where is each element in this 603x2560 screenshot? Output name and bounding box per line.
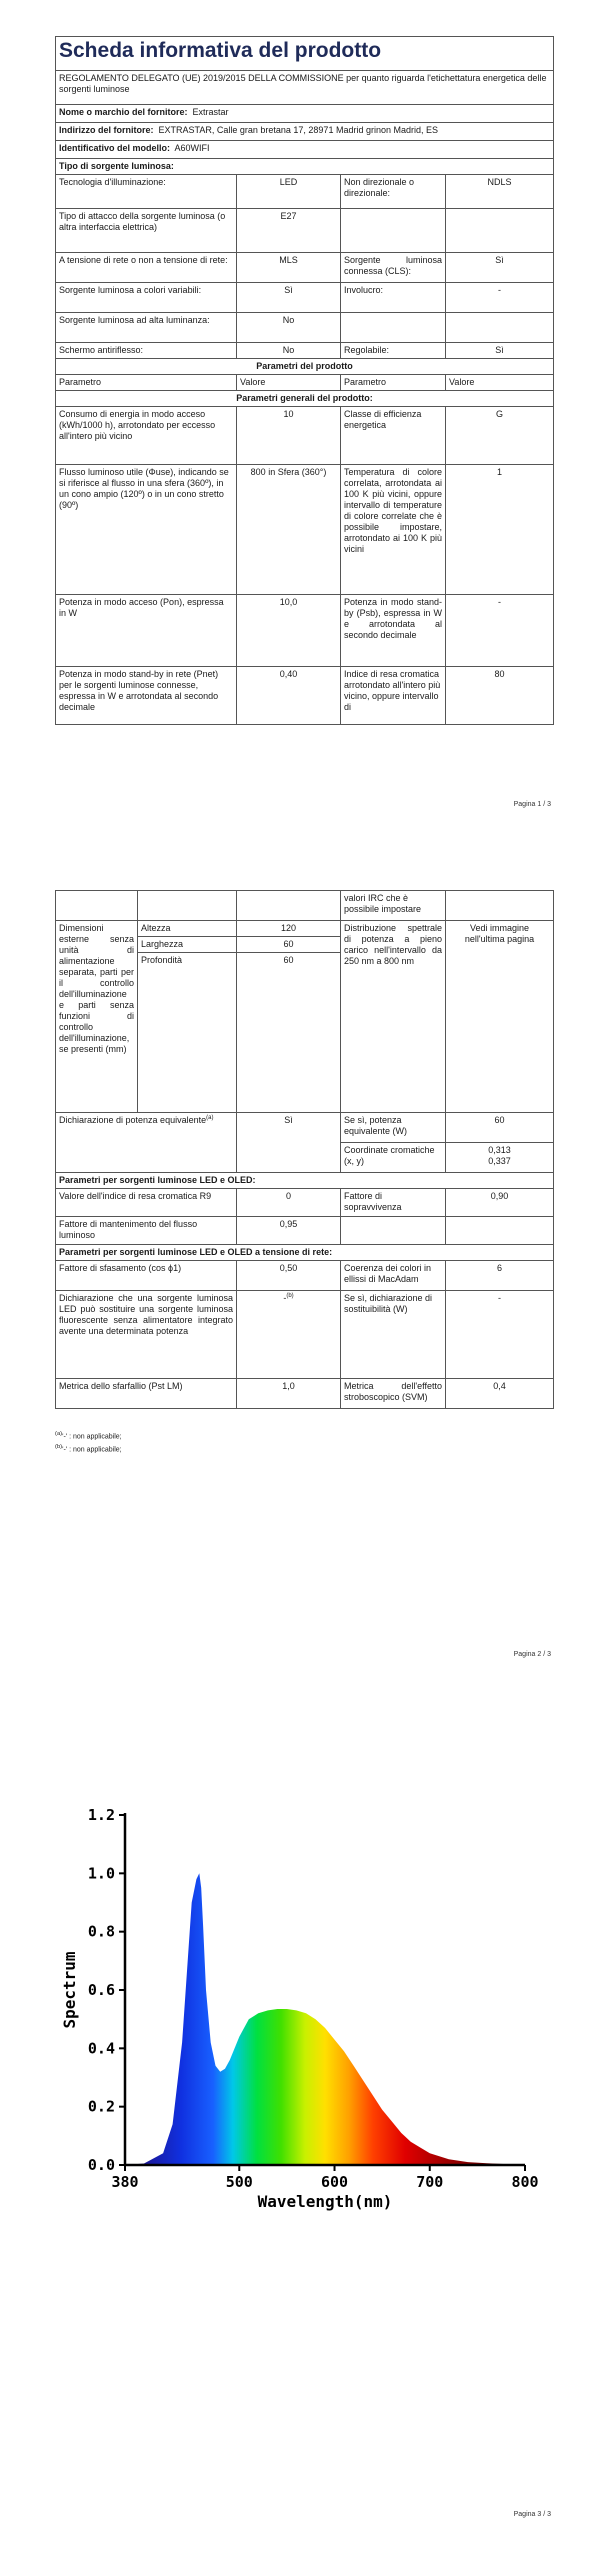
column-header-value: Valore bbox=[237, 375, 341, 391]
footnote-b-mark: (b) bbox=[55, 1443, 63, 1450]
chromaticity-label: Coordinate cromatiche (x, y) bbox=[341, 1142, 446, 1172]
spectrum-chart-svg bbox=[55, 1785, 545, 2215]
equivalent-power-label: Dichiarazione di potenza equivalente bbox=[59, 1114, 207, 1125]
equivalent-power-value: Sì bbox=[237, 1112, 341, 1172]
replacement-claim-label: Dichiarazione che una sorgente luminosa LED può sostituire una sorgente luminosa fluorescente senza alimentatore integrato avente una determinata potenza bbox=[56, 1290, 237, 1378]
page-number-2: Pagina 2 / 3 bbox=[513, 1651, 551, 1658]
envelope-label: Involucro: bbox=[341, 283, 446, 313]
lumen-maintenance-value: 0,95 bbox=[237, 1216, 341, 1244]
dimensions-label: Dimensioni esterne senza unità di alimentazione separata, parti per il controllo dell'illuminazione e parti senza funzioni di controllo dell'illuminazione, se presenti (mm) bbox=[56, 921, 138, 1113]
standby-power-label: Potenza in modo stand-by (Psb), espressa in W e arrotondata al secondo decimale bbox=[341, 595, 446, 667]
y-tick-label: 0.8 bbox=[87, 1922, 115, 1941]
anti-glare-value: No bbox=[237, 343, 341, 359]
product-info-table-part-2 bbox=[55, 890, 554, 1409]
chromaticity-y: 0,337 bbox=[488, 1155, 511, 1166]
high-luminance-value: No bbox=[237, 313, 341, 343]
spectrum-chart bbox=[55, 1785, 545, 2220]
non-directional-label: Non direzionale o direzionale: bbox=[341, 175, 446, 209]
equivalent-watt-value: 60 bbox=[446, 1112, 554, 1142]
y-tick-label: 0.0 bbox=[87, 2156, 115, 2174]
cls-label: Sorgente luminosa connessa (CLS): bbox=[341, 253, 446, 283]
product-info-table-part-1 bbox=[55, 36, 554, 725]
replacement-watt-label: Se sì, dichiarazione di sostituibilità (W) bbox=[341, 1290, 446, 1378]
y-tick-label: 1.2 bbox=[87, 1806, 115, 1824]
on-mode-power-value: 10,0 bbox=[237, 595, 341, 667]
y-tick-label: 0.6 bbox=[87, 1981, 115, 1999]
energy-consumption-value: 10 bbox=[237, 407, 341, 465]
y-tick-label: 0.4 bbox=[87, 2039, 115, 2058]
height-value: 120 bbox=[237, 921, 341, 937]
x-axis-label: Wavelength(nm) bbox=[257, 2192, 393, 2211]
energy-class-label: Classe di efficienza energetica bbox=[341, 407, 446, 465]
supplier-address-value: EXTRASTAR, Calle gran bretana 17, 28971 Madrid grinon Madrid, ES bbox=[158, 125, 438, 135]
y-tick-label: 1.0 bbox=[87, 1864, 115, 1883]
supplier-name-label: Nome o marchio del fornitore: bbox=[59, 107, 188, 117]
cri-value: 80 bbox=[446, 667, 554, 725]
standby-power-value: - bbox=[446, 595, 554, 667]
spectral-distribution-value: Vedi immagine nell'ultima pagina bbox=[446, 921, 554, 1113]
general-parameters-header: Parametri generali del prodotto: bbox=[56, 391, 554, 407]
model-id-row bbox=[56, 141, 554, 159]
led-parameters-header: Parametri per sorgenti luminose LED e OLED: bbox=[56, 1172, 554, 1188]
equivalent-power-footnote-mark: (a) bbox=[206, 1114, 214, 1121]
r9-label: Valore dell'indice di resa cromatica R9 bbox=[56, 1188, 237, 1216]
flicker-metric-label: Metrica dello sfarfallio (Pst LM) bbox=[56, 1378, 237, 1408]
networked-standby-label: Potenza in modo stand-by in rete (Pnet) per le sorgenti luminose connesse, espressa in W e arrotondata al secondo decimale bbox=[56, 667, 237, 725]
anti-glare-label: Schermo antiriflesso: bbox=[56, 343, 237, 359]
x-tick-label: 800 bbox=[511, 2173, 539, 2191]
displacement-factor-label: Fattore di sfasamento (cos ϕ1) bbox=[56, 1260, 237, 1290]
cri-label-part-2: valori IRC che è possibile impostare bbox=[341, 891, 446, 921]
x-tick-label: 500 bbox=[225, 2173, 253, 2191]
mains-led-parameters-header: Parametri per sorgenti luminose LED e OLED a tensione di rete: bbox=[56, 1244, 554, 1260]
envelope-value: - bbox=[446, 283, 554, 313]
replacement-claim-value: - bbox=[283, 1292, 287, 1303]
cap-type-value: E27 bbox=[237, 209, 341, 253]
y-axis-label: Spectrum bbox=[60, 1951, 79, 2029]
chromaticity-x: 0,313 bbox=[488, 1144, 511, 1155]
mains-label: A tensione di rete o non a tensione di rete: bbox=[56, 253, 237, 283]
footnote-a-mark: (a) bbox=[55, 1431, 63, 1437]
cct-value: 1 bbox=[446, 465, 554, 595]
displacement-factor-value: 0,50 bbox=[237, 1260, 341, 1290]
supplier-address-label: Indirizzo del fornitore: bbox=[59, 125, 154, 135]
x-tick-label: 380 bbox=[111, 2173, 139, 2191]
survival-factor-value: 0,90 bbox=[446, 1188, 554, 1216]
supplier-address-row bbox=[56, 123, 554, 141]
column-header-parameter-2: Parametro bbox=[341, 375, 446, 391]
model-id-value: A60WIFI bbox=[174, 143, 210, 153]
non-directional-value: NDLS bbox=[446, 175, 554, 209]
column-header-value-2: Valore bbox=[446, 375, 554, 391]
supplier-name-row bbox=[56, 105, 554, 123]
footnotes bbox=[55, 1430, 122, 1456]
equivalent-power-label-cell bbox=[56, 1112, 237, 1172]
chromaticity-value bbox=[446, 1142, 554, 1172]
footnote-b-text: '-' : non applicabile; bbox=[62, 1446, 122, 1454]
technology-label: Tecnologia d'illuminazione: bbox=[56, 175, 237, 209]
page-3 bbox=[0, 1700, 603, 2560]
macadam-label: Coerenza dei colori in ellissi di MacAdam bbox=[341, 1260, 446, 1290]
technology-value: LED bbox=[237, 175, 341, 209]
x-tick-label: 600 bbox=[320, 2173, 349, 2191]
colour-tunable-value: Sì bbox=[237, 283, 341, 313]
column-header-parameter: Parametro bbox=[56, 375, 237, 391]
networked-standby-value: 0,40 bbox=[237, 667, 341, 725]
luminous-flux-label: Flusso luminoso utile (Φuse), indicando se si riferisce al flusso in una sfera (360º), in un cono ampio (120º) o in un cono stretto (90º) bbox=[56, 465, 237, 595]
regulation-text: REGOLAMENTO DELEGATO (UE) 2019/2015 DELLA COMMISSIONE per quanto riguarda l'etichettatura energetica delle sorgenti luminose bbox=[56, 71, 554, 105]
stroboscopic-metric-label: Metrica dell'effetto stroboscopico (SVM) bbox=[341, 1378, 446, 1408]
on-mode-power-label: Potenza in modo acceso (Pon), espressa in W bbox=[56, 595, 237, 667]
luminous-flux-value: 800 in Sfera (360°) bbox=[237, 465, 341, 595]
light-source-type-header: Tipo di sorgente luminosa: bbox=[56, 159, 554, 175]
colour-tunable-label: Sorgente luminosa a colori variabili: bbox=[56, 283, 237, 313]
cri-label-part-1: Indice di resa cromatica arrotondato all'intero più vicino, oppure intervallo di bbox=[341, 667, 446, 725]
supplier-name-value: Extrastar bbox=[192, 107, 229, 117]
energy-class-value: G bbox=[446, 407, 554, 465]
depth-label: Profondità bbox=[138, 952, 237, 1112]
depth-value: 60 bbox=[237, 952, 341, 1112]
r9-value: 0 bbox=[237, 1188, 341, 1216]
energy-consumption-label: Consumo di energia in modo acceso (kWh/1000 h), arrotondato per eccesso all'intero più vicino bbox=[56, 407, 237, 465]
survival-factor-label: Fattore di sopravvivenza bbox=[341, 1188, 446, 1216]
page-number-1: Pagina 1 / 3 bbox=[513, 801, 551, 808]
y-tick-label: 0.2 bbox=[87, 2097, 115, 2116]
page-2 bbox=[0, 850, 603, 1700]
width-label: Larghezza bbox=[138, 936, 237, 952]
dimmable-value: Sì bbox=[446, 343, 554, 359]
high-luminance-label: Sorgente luminosa ad alta luminanza: bbox=[56, 313, 237, 343]
flicker-metric-value: 1,0 bbox=[237, 1378, 341, 1408]
height-label: Altezza bbox=[138, 921, 237, 937]
footnote-a bbox=[55, 1430, 122, 1443]
stroboscopic-metric-value: 0,4 bbox=[446, 1378, 554, 1408]
cap-type-label: Tipo di attacco della sorgente luminosa (o altra interfaccia elettrica) bbox=[56, 209, 237, 253]
document-title: Scheda informativa del prodotto bbox=[56, 37, 554, 71]
replacement-watt-value: - bbox=[446, 1290, 554, 1378]
mains-value: MLS bbox=[237, 253, 341, 283]
equivalent-watt-label: Se sì, potenza equivalente (W) bbox=[341, 1112, 446, 1142]
lumen-maintenance-label: Fattore di mantenimento del flusso luminoso bbox=[56, 1216, 237, 1244]
macadam-value: 6 bbox=[446, 1260, 554, 1290]
page-1 bbox=[0, 0, 603, 850]
width-value: 60 bbox=[237, 936, 341, 952]
page-number-3: Pagina 3 / 3 bbox=[513, 2511, 551, 2518]
cct-label: Temperatura di colore correlata, arrotondata ai 100 K più vicini, oppure intervallo di temperature di colore correlate che è possibile impostare, arrotondato ai 100 K più vicini bbox=[341, 465, 446, 595]
cls-value: Sì bbox=[446, 253, 554, 283]
replacement-claim-value-cell bbox=[237, 1290, 341, 1378]
spectrum-area bbox=[125, 1873, 525, 2165]
dimmable-label: Regolabile: bbox=[341, 343, 446, 359]
spectral-distribution-label: Distribuzione spettrale di potenza a pieno carico nell'intervallo da 250 nm a 800 nm bbox=[341, 921, 446, 1113]
footnote-b bbox=[55, 1443, 122, 1456]
model-id-label: Identificativo del modello: bbox=[59, 143, 171, 153]
product-parameters-header: Parametri del prodotto bbox=[56, 359, 554, 375]
replacement-claim-footnote-mark: (b) bbox=[286, 1292, 294, 1299]
x-tick-label: 700 bbox=[416, 2173, 444, 2191]
footnote-a-text: '-' : non applicabile; bbox=[62, 1433, 122, 1441]
